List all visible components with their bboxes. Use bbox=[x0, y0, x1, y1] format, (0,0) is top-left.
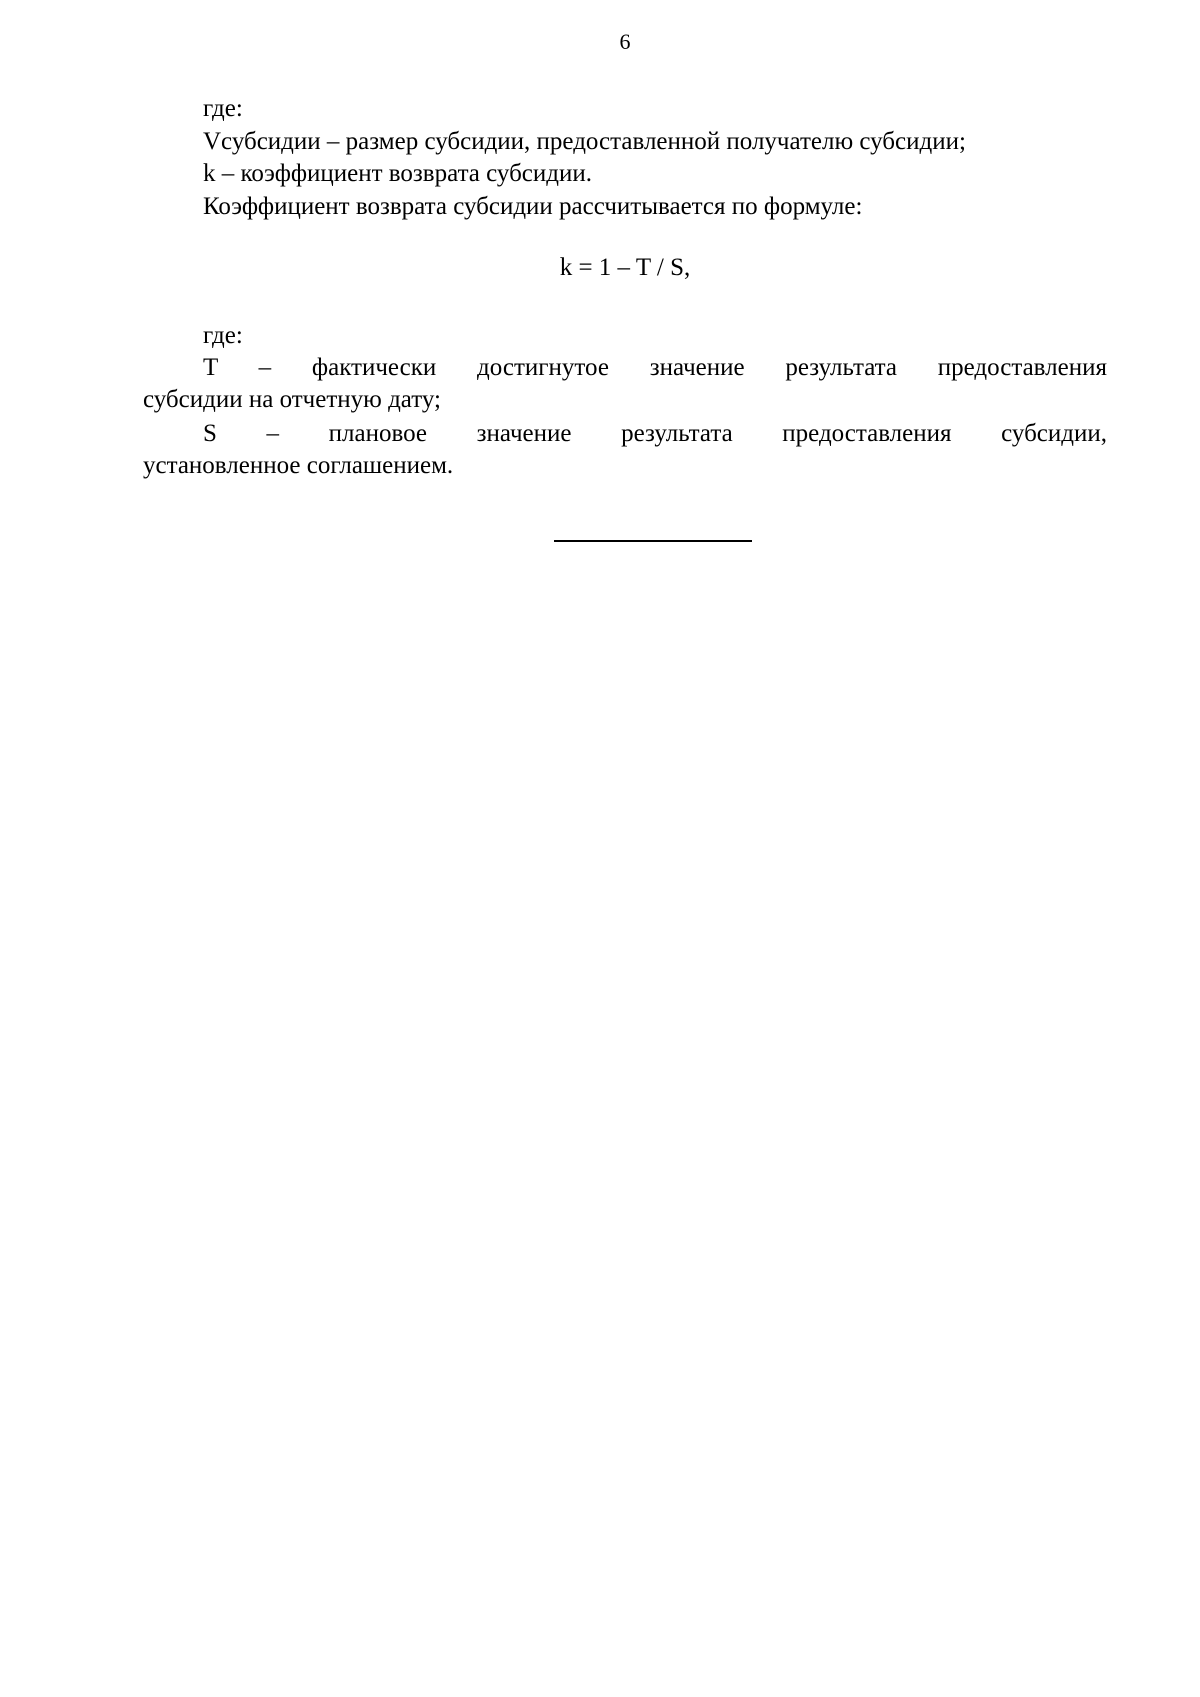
where-label-2: где: bbox=[203, 322, 243, 349]
where-label: где: bbox=[203, 95, 243, 122]
formula-intro: Коэффициент возврата субсидии рассчитывается по формуле: bbox=[203, 193, 863, 220]
definition-k: k – коэффициент возврата субсидии. bbox=[203, 160, 593, 187]
definition-s-line1: S – плановое значение результата предоставления субсидии, bbox=[203, 420, 1107, 447]
end-rule bbox=[554, 540, 752, 542]
page-number: 6 bbox=[619, 29, 631, 54]
definition-s-line2: установленное соглашением. bbox=[143, 452, 454, 479]
definition-v-subsidy: Vсубсидии – размер субсидии, предоставленной получателю субсидии; bbox=[203, 128, 966, 155]
formula: k = 1 – T / S, bbox=[559, 254, 691, 281]
definition-t-line2: субсидии на отчетную дату; bbox=[143, 386, 441, 413]
definition-t-line1: T – фактически достигнутое значение результата предоставления bbox=[203, 354, 1107, 381]
